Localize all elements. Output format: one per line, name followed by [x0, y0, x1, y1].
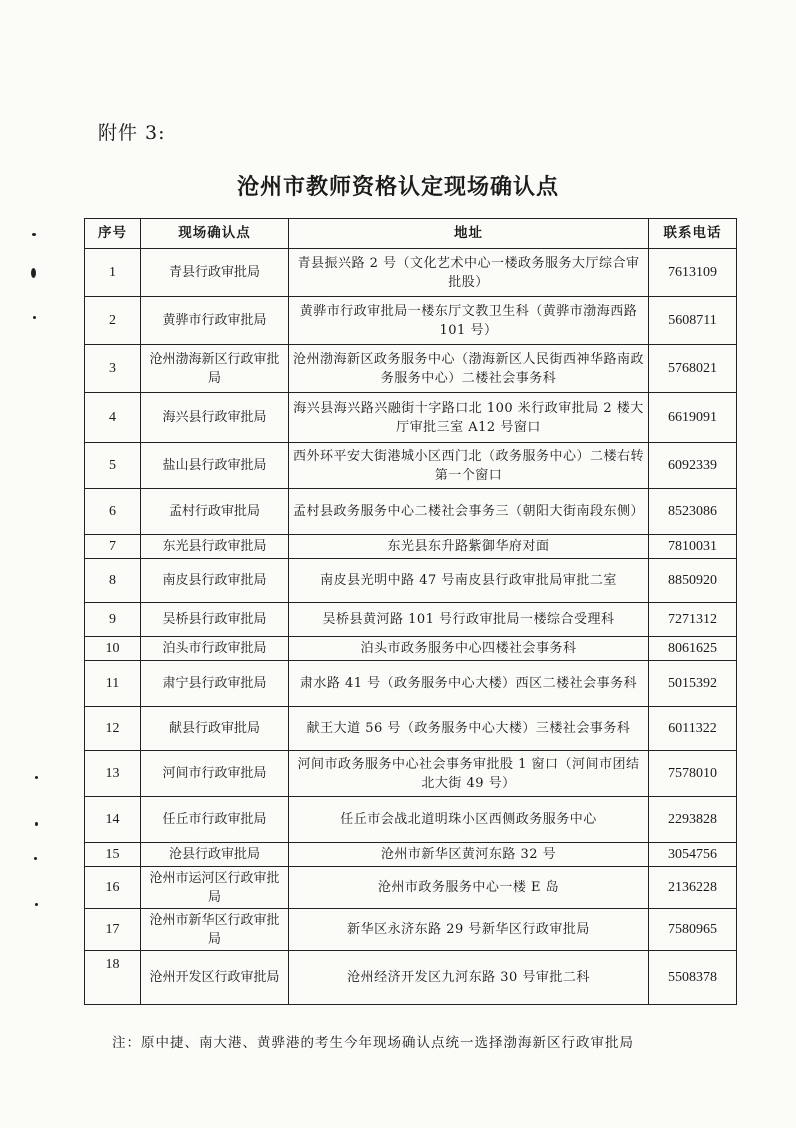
row-address: 西外环平安大街港城小区西门北（政务服务中心）二楼右转第一个窗口 — [289, 443, 649, 489]
row-phone: 5508378 — [649, 951, 737, 1005]
row-index: 16 — [85, 867, 141, 909]
scan-speck — [35, 822, 38, 826]
row-address: 泊头市政务服务中心四楼社会事务科 — [289, 637, 649, 661]
table-row — [85, 559, 737, 603]
scan-speck — [33, 316, 36, 319]
scan-speck — [35, 776, 38, 779]
table-row — [85, 443, 737, 489]
row-site: 泊头市行政审批局 — [141, 637, 289, 661]
row-address: 沧州渤海新区政务服务中心（渤海新区人民街西神华路南政务服务中心）二楼社会事务科 — [289, 345, 649, 393]
row-site: 献县行政审批局 — [141, 707, 289, 751]
row-index: 2 — [85, 297, 141, 345]
row-index: 14 — [85, 797, 141, 843]
row-index: 13 — [85, 751, 141, 797]
attachment-label: 附件 3: — [98, 122, 166, 144]
row-site: 沧州市新华区行政审批局 — [141, 909, 289, 951]
row-index: 7 — [85, 535, 141, 559]
row-phone: 3054756 — [649, 843, 737, 867]
row-site: 青县行政审批局 — [141, 249, 289, 297]
row-phone: 5768021 — [649, 345, 737, 393]
row-address: 吴桥县黄河路 101 号行政审批局一楼综合受理科 — [289, 603, 649, 637]
row-phone: 7580965 — [649, 909, 737, 951]
row-phone: 2293828 — [649, 797, 737, 843]
table-row — [85, 249, 737, 297]
row-index: 4 — [85, 393, 141, 443]
table-row — [85, 951, 737, 1005]
row-address: 沧州经济开发区九河东路 30 号审批二科 — [289, 951, 649, 1005]
row-address: 新华区永济东路 29 号新华区行政审批局 — [289, 909, 649, 951]
row-address: 南皮县光明中路 47 号南皮县行政审批局审批二室 — [289, 559, 649, 603]
row-site: 河间市行政审批局 — [141, 751, 289, 797]
table-row — [85, 909, 737, 951]
table-row — [85, 603, 737, 637]
row-phone: 6092339 — [649, 443, 737, 489]
row-site: 南皮县行政审批局 — [141, 559, 289, 603]
scan-speck — [31, 268, 36, 278]
row-index: 5 — [85, 443, 141, 489]
row-address: 黄骅市行政审批局一楼东厅文教卫生科（黄骅市渤海西路 101 号） — [289, 297, 649, 345]
header-address: 地址 — [289, 219, 649, 249]
row-address: 任丘市会战北道明珠小区西侧政务服务中心 — [289, 797, 649, 843]
row-phone: 6011322 — [649, 707, 737, 751]
row-index: 8 — [85, 559, 141, 603]
row-index: 9 — [85, 603, 141, 637]
row-site: 吴桥县行政审批局 — [141, 603, 289, 637]
row-phone: 7810031 — [649, 535, 737, 559]
row-index: 3 — [85, 345, 141, 393]
row-index: 17 — [85, 909, 141, 951]
table-row — [85, 707, 737, 751]
row-address: 海兴县海兴路兴融街十字路口北 100 米行政审批局 2 楼大厅审批三室 A12 号窗口 — [289, 393, 649, 443]
row-site: 肃宁县行政审批局 — [141, 661, 289, 707]
row-phone: 8523086 — [649, 489, 737, 535]
row-index: 6 — [85, 489, 141, 535]
row-site: 东光县行政审批局 — [141, 535, 289, 559]
table-header-row — [85, 219, 737, 249]
row-phone: 6619091 — [649, 393, 737, 443]
row-site: 任丘市行政审批局 — [141, 797, 289, 843]
row-site: 沧州开发区行政审批局 — [141, 951, 289, 1005]
table-row — [85, 867, 737, 909]
table-row — [85, 535, 737, 559]
row-site: 沧州市运河区行政审批局 — [141, 867, 289, 909]
table-row — [85, 843, 737, 867]
row-site: 孟村行政审批局 — [141, 489, 289, 535]
scan-speck — [32, 233, 36, 236]
table-row — [85, 489, 737, 535]
table-row — [85, 637, 737, 661]
row-site: 海兴县行政审批局 — [141, 393, 289, 443]
footnote: 注：原中捷、南大港、黄骅港的考生今年现场确认点统一选择渤海新区行政审批局 — [112, 1035, 634, 1051]
row-phone: 5608711 — [649, 297, 737, 345]
table-row — [85, 751, 737, 797]
scan-speck — [35, 903, 38, 906]
row-phone: 2136228 — [649, 867, 737, 909]
table-row — [85, 393, 737, 443]
table-row — [85, 661, 737, 707]
row-index: 10 — [85, 637, 141, 661]
row-address: 献王大道 56 号（政务服务中心大楼）三楼社会事务科 — [289, 707, 649, 751]
row-address: 沧州市新华区黄河东路 32 号 — [289, 843, 649, 867]
page-title: 沧州市教师资格认定现场确认点 — [236, 174, 559, 200]
scan-speck — [34, 857, 37, 860]
row-address: 青县振兴路 2 号（文化艺术中心一楼政务服务大厅综合审批股） — [289, 249, 649, 297]
row-phone: 7578010 — [649, 751, 737, 797]
table-row — [85, 345, 737, 393]
row-address: 东光县东升路紫御华府对面 — [289, 535, 649, 559]
row-phone: 5015392 — [649, 661, 737, 707]
header-site: 现场确认点 — [141, 219, 289, 249]
header-phone: 联系电话 — [649, 219, 737, 249]
row-site: 黄骅市行政审批局 — [141, 297, 289, 345]
row-address: 孟村县政务服务中心二楼社会事务三（朝阳大街南段东侧） — [289, 489, 649, 535]
row-index: 15 — [85, 843, 141, 867]
row-index: 12 — [85, 707, 141, 751]
row-phone: 7271312 — [649, 603, 737, 637]
row-address: 肃水路 41 号（政务服务中心大楼）西区二楼社会事务科 — [289, 661, 649, 707]
row-address: 沧州市政务服务中心一楼 E 岛 — [289, 867, 649, 909]
table-row — [85, 797, 737, 843]
header-index: 序号 — [85, 219, 141, 249]
row-phone: 8061625 — [649, 637, 737, 661]
table-row — [85, 297, 737, 345]
row-address: 河间市政务服务中心社会事务审批股 1 窗口（河间市团结北大街 49 号） — [289, 751, 649, 797]
row-site: 盐山县行政审批局 — [141, 443, 289, 489]
row-phone: 7613109 — [649, 249, 737, 297]
row-phone: 8850920 — [649, 559, 737, 603]
row-index: 11 — [85, 661, 141, 707]
confirmation-points-table — [84, 218, 737, 1005]
row-index: 18 — [85, 951, 141, 1005]
row-site: 沧县行政审批局 — [141, 843, 289, 867]
row-site: 沧州渤海新区行政审批局 — [141, 345, 289, 393]
row-index: 1 — [85, 249, 141, 297]
